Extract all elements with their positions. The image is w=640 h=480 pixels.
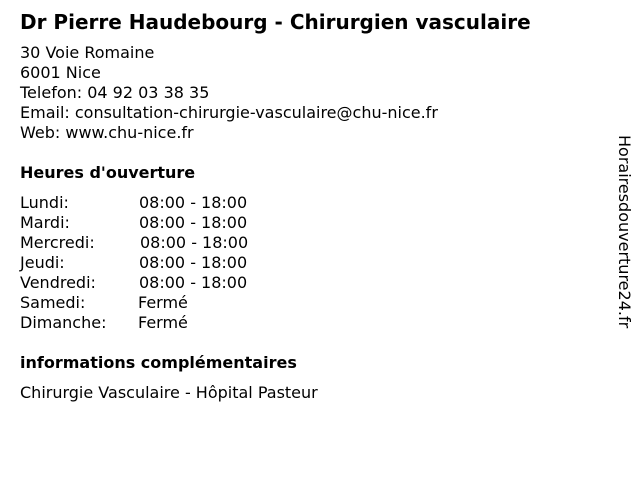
page-title: Dr Pierre Haudebourg - Chirurgien vasculaire: [20, 10, 531, 34]
hours-day: Mardi:: [20, 213, 70, 232]
hours-time: 08:00 - 18:00: [139, 193, 248, 212]
site-watermark: [616, 135, 636, 375]
address-line-street: 30 Voie Romaine: [20, 43, 155, 62]
hours-day: Dimanche:: [20, 313, 107, 332]
hours-row-sunday: [20, 313, 320, 333]
hours-day: Lundi:: [20, 193, 69, 212]
phone-text: Telefon: 04 92 03 38 35: [20, 83, 210, 102]
hours-day: Samedi:: [20, 293, 86, 312]
hours-row-thursday: [20, 253, 320, 273]
hours-time: Fermé: [138, 293, 188, 312]
hours-time: 08:00 - 18:00: [139, 253, 248, 272]
hours-day: Vendredi:: [20, 273, 96, 292]
site-watermark-text: Horairesdouverture24.fr: [615, 135, 634, 329]
hours-time: 08:00 - 18:00: [139, 213, 248, 232]
hours-row-monday: [20, 193, 320, 213]
email-text: Email: consultation-chirurgie-vasculaire@chu-nice.fr: [20, 103, 438, 122]
hours-row-friday: [20, 273, 320, 293]
hours-row-saturday: [20, 293, 320, 313]
hours-row-tuesday: [20, 213, 320, 233]
hours-day: Mercredi:: [20, 233, 95, 252]
hours-time: 08:00 - 18:00: [140, 233, 249, 252]
hours-day: Jeudi:: [20, 253, 65, 272]
opening-hours-heading: Heures d'ouverture: [20, 163, 196, 182]
address-line-city: 6001 Nice: [20, 63, 101, 82]
additional-info-text: Chirurgie Vasculaire - Hôpital Pasteur: [20, 383, 318, 402]
hours-row-wednesday: [20, 233, 320, 253]
additional-info-heading: informations complémentaires: [20, 353, 297, 372]
website-text: Web: www.chu-nice.fr: [20, 123, 194, 142]
hours-time: 08:00 - 18:00: [139, 273, 248, 292]
hours-time: Fermé: [138, 313, 188, 332]
